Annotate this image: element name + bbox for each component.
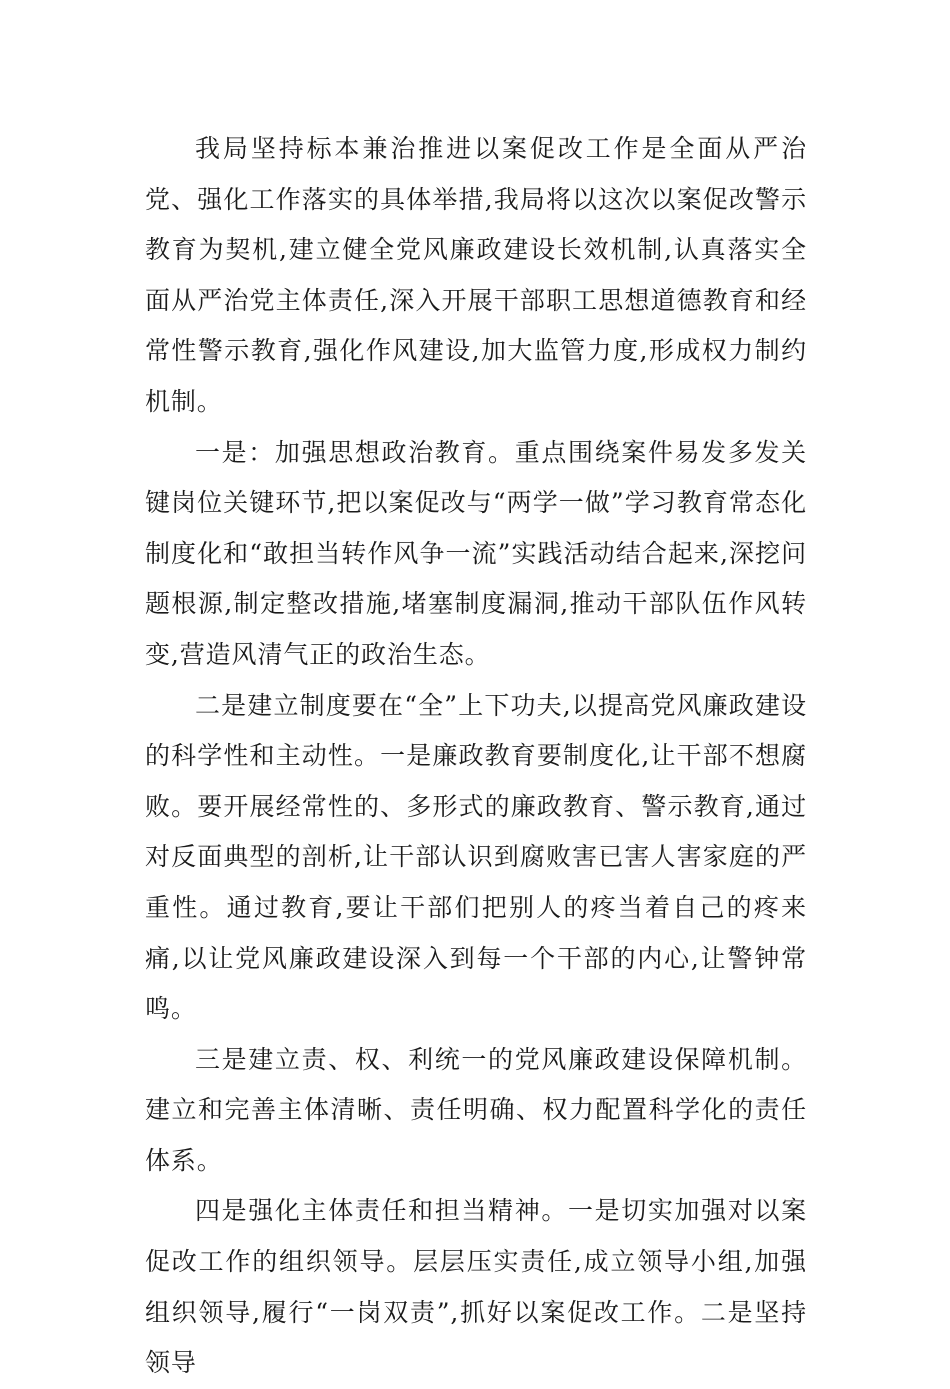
paragraph-point-one: 一是：加强思想政治教育。重点围绕案件易发多发关键岗位关键环节,把以案促改与“两学一做”学习教育常态化制度化和“敢担当转作风争一流”实践活动结合起来,深挖问题根源,制定整改措施,堵塞制度漏洞,推动干部队伍作风转变,营造风清气正的政治生态。: [145, 437, 807, 669]
paragraph-point-two: 二是建立制度要在“全”上下功夫,以提高党风廉政建设的科学性和主动性。一是廉政教育要制度化,让干部不想腐败。要开展经常性的、多形式的廉政教育、警示教育,通过对反面典型的剖析,让干部认识到腐败害已害人害家庭的严重性。通过教育,要让干部们把别人的疼当着自己的疼来痛,以让党风廉政建设深入到每一个干部的内心,让警钟常鸣。: [145, 690, 807, 1024]
paragraph-point-four: 四是强化主体责任和担当精神。一是切实加强对以案促改工作的组织领导。层层压实责任,成立领导小组,加强组织领导,履行“一岗双责”,抓好以案促改工作。二是坚持领导: [145, 1196, 807, 1378]
paragraph-intro: 我局坚持标本兼治推进以案促改工作是全面从严治党、强化工作落实的具体举措,我局将以这次以案促改警示教育为契机,建立健全党风廉政建设长效机制,认真落实全面从严治党主体责任,深入开展干部职工思想道德教育和经常性警示教育,强化作风建设,加大监管力度,形成权力制约机制。: [145, 134, 807, 416]
document-body: [145, 124, 807, 1389]
paragraph-point-three: 三是建立责、权、利统一的党风廉政建设保障机制。建立和完善主体清晰、责任明确、权力配置科学化的责任体系。: [145, 1044, 807, 1175]
